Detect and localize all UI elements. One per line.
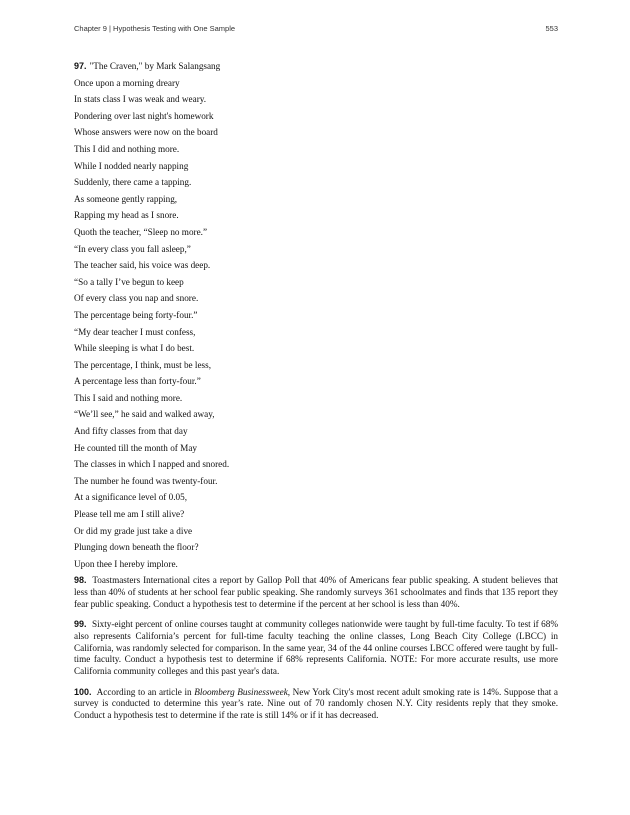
poem-line: “So a tally I’ve begun to keep (74, 276, 184, 287)
poem-line: At a significance level of 0.05, (74, 492, 188, 503)
page-number: 553 (545, 24, 558, 33)
poem-line: He counted till the month of May (74, 442, 197, 453)
poem-line: This I said and nothing more. (74, 392, 183, 403)
poem-line: Rapping my head as I snore. (74, 210, 179, 221)
page-content (74, 58, 558, 731)
exercise-number: 100. (74, 686, 92, 697)
poem-line: Plunging down beneath the floor? (74, 542, 199, 553)
poem-line: As someone gently rapping, (74, 193, 178, 204)
poem-title: "The Craven," by Mark Salangsang (89, 61, 221, 71)
exercise-text: Sixty-eight percent of online courses taught at community colleges nationwide were taught by full-time faculty. To test if 68% also represents California’s percent for full-time faculty teaching the online classes, Long Beach City College (LBCC) in California, was randomly selected for comparison. In the same year, 34 of the 44 online courses LBCC offered were taught by full-time faculty. Conduct a hypothesis test to determine if 68% represents California. NOTE: For more accurate results, use more California community colleges and this past year's data. (74, 619, 559, 676)
poem-line: “In every class you fall asleep,” (74, 243, 191, 254)
exercise-number: 99. (74, 619, 87, 630)
exercise-text: , New York City's most recent adult smoking rate is 14%. Suppose that a survey is conducted to determine this year’s rate. Nine out of 70 randomly chosen N.Y. City residents reply that they smoke. Conduct a hypothesis test to determine if the rate is still 14% or if it has decreased. (74, 686, 558, 720)
poem-line: In stats class I was weak and weary. (74, 94, 207, 105)
poem-line: This I did and nothing more. (74, 143, 180, 154)
exercise-number: 98. (74, 575, 87, 586)
poem-line: While sleeping is what I do best. (74, 343, 195, 354)
poem-line: Whose answers were now on the board (74, 127, 218, 138)
exercise-98 (74, 575, 558, 610)
poem-body (74, 75, 558, 573)
poem-line: Or did my grade just take a dive (74, 525, 193, 536)
poem-line: Once upon a morning dreary (74, 77, 180, 88)
source-title: Bloomberg Businessweek (194, 686, 288, 697)
poem-line: Pondering over last night's homework (74, 110, 214, 121)
poem-line: Quoth the teacher, “Sleep no more.” (74, 226, 208, 237)
poem-line: A percentage less than forty-four.” (74, 376, 201, 387)
exercise-text: According to an article in (96, 686, 195, 697)
poem-line: While I nodded nearly napping (74, 160, 189, 171)
poem-line: Suddenly, there came a tapping. (74, 177, 192, 188)
poem-line: “We’ll see,” he said and walked away, (74, 409, 215, 420)
exercise-97-title (74, 58, 558, 75)
poem-line: Upon thee I hereby implore. (74, 558, 178, 569)
poem-line: The percentage being forty-four.” (74, 309, 198, 320)
poem-line: The number he found was twenty-four. (74, 475, 218, 486)
chapter-title: Chapter 9 | Hypothesis Testing with One Sample (74, 24, 236, 33)
poem-line: The teacher said, his voice was deep. (74, 260, 211, 271)
exercise-text: Toastmasters International cites a report by Gallop Poll that 40% of Americans fear public speaking. A student believes that less than 40% of students at her school fear public speaking. She randomly surveys 361 schoolmates and finds that 135 report they fear public speaking. Conduct a hypothesis test to determine if the percent at her school is less than 40%. (74, 575, 558, 609)
poem-line: The percentage, I think, must be less, (74, 359, 212, 370)
page-header (74, 24, 558, 33)
poem-line: Of every class you nap and snore. (74, 293, 199, 304)
exercise-100 (74, 687, 558, 722)
poem-line: Please tell me am I still alive? (74, 509, 185, 520)
poem-line: “My dear teacher I must confess, (74, 326, 196, 337)
exercise-number: 97. (74, 61, 87, 71)
poem-line: And fifty classes from that day (74, 426, 188, 437)
exercise-99 (74, 619, 558, 677)
poem-line: The classes in which I napped and snored. (74, 459, 230, 470)
